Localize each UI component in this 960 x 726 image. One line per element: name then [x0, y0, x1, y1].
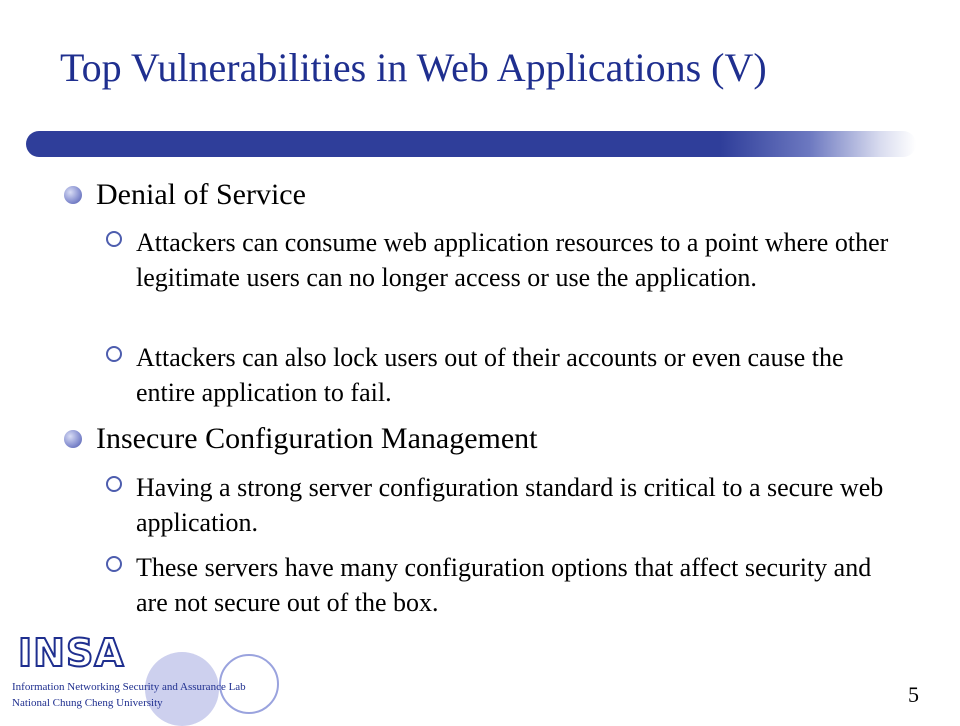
insa-logo: INSA	[18, 631, 125, 675]
ring-bullet-icon	[106, 231, 122, 247]
bullet-text: Insecure Configuration Management	[96, 422, 538, 455]
sub-bullet-item	[136, 550, 896, 620]
ring-bullet-icon	[106, 556, 122, 572]
ring-bullet-icon	[106, 346, 122, 362]
sub-bullet-item	[136, 340, 896, 410]
bullet-text: Denial of Service	[96, 178, 306, 211]
footer-lab-name: Information Networking Security and Assurance Lab	[12, 681, 246, 693]
ring-bullet-icon	[106, 476, 122, 492]
sub-bullet-text: Attackers can consume web application resources to a point where other legitimate users can no longer access or use the application.	[136, 228, 889, 292]
sub-bullet-text: Having a strong server configuration standard is critical to a secure web application.	[136, 473, 884, 537]
bullet-item	[96, 176, 306, 214]
bullet-icon	[64, 186, 82, 204]
footer-university-name: National Chung Cheng University	[12, 697, 163, 709]
bullet-icon	[64, 430, 82, 448]
sub-bullet-item	[136, 225, 896, 295]
bullet-item	[96, 420, 538, 458]
sub-bullet-item	[136, 470, 896, 540]
sub-bullet-text: Attackers can also lock users out of their accounts or even cause the entire application to fail.	[136, 343, 844, 407]
slide-title: Top Vulnerabilities in Web Applications (V)	[60, 45, 767, 90]
page-number: 5	[908, 682, 919, 707]
sub-bullet-text: These servers have many configuration options that affect security and are not secure out of the box.	[136, 553, 872, 617]
